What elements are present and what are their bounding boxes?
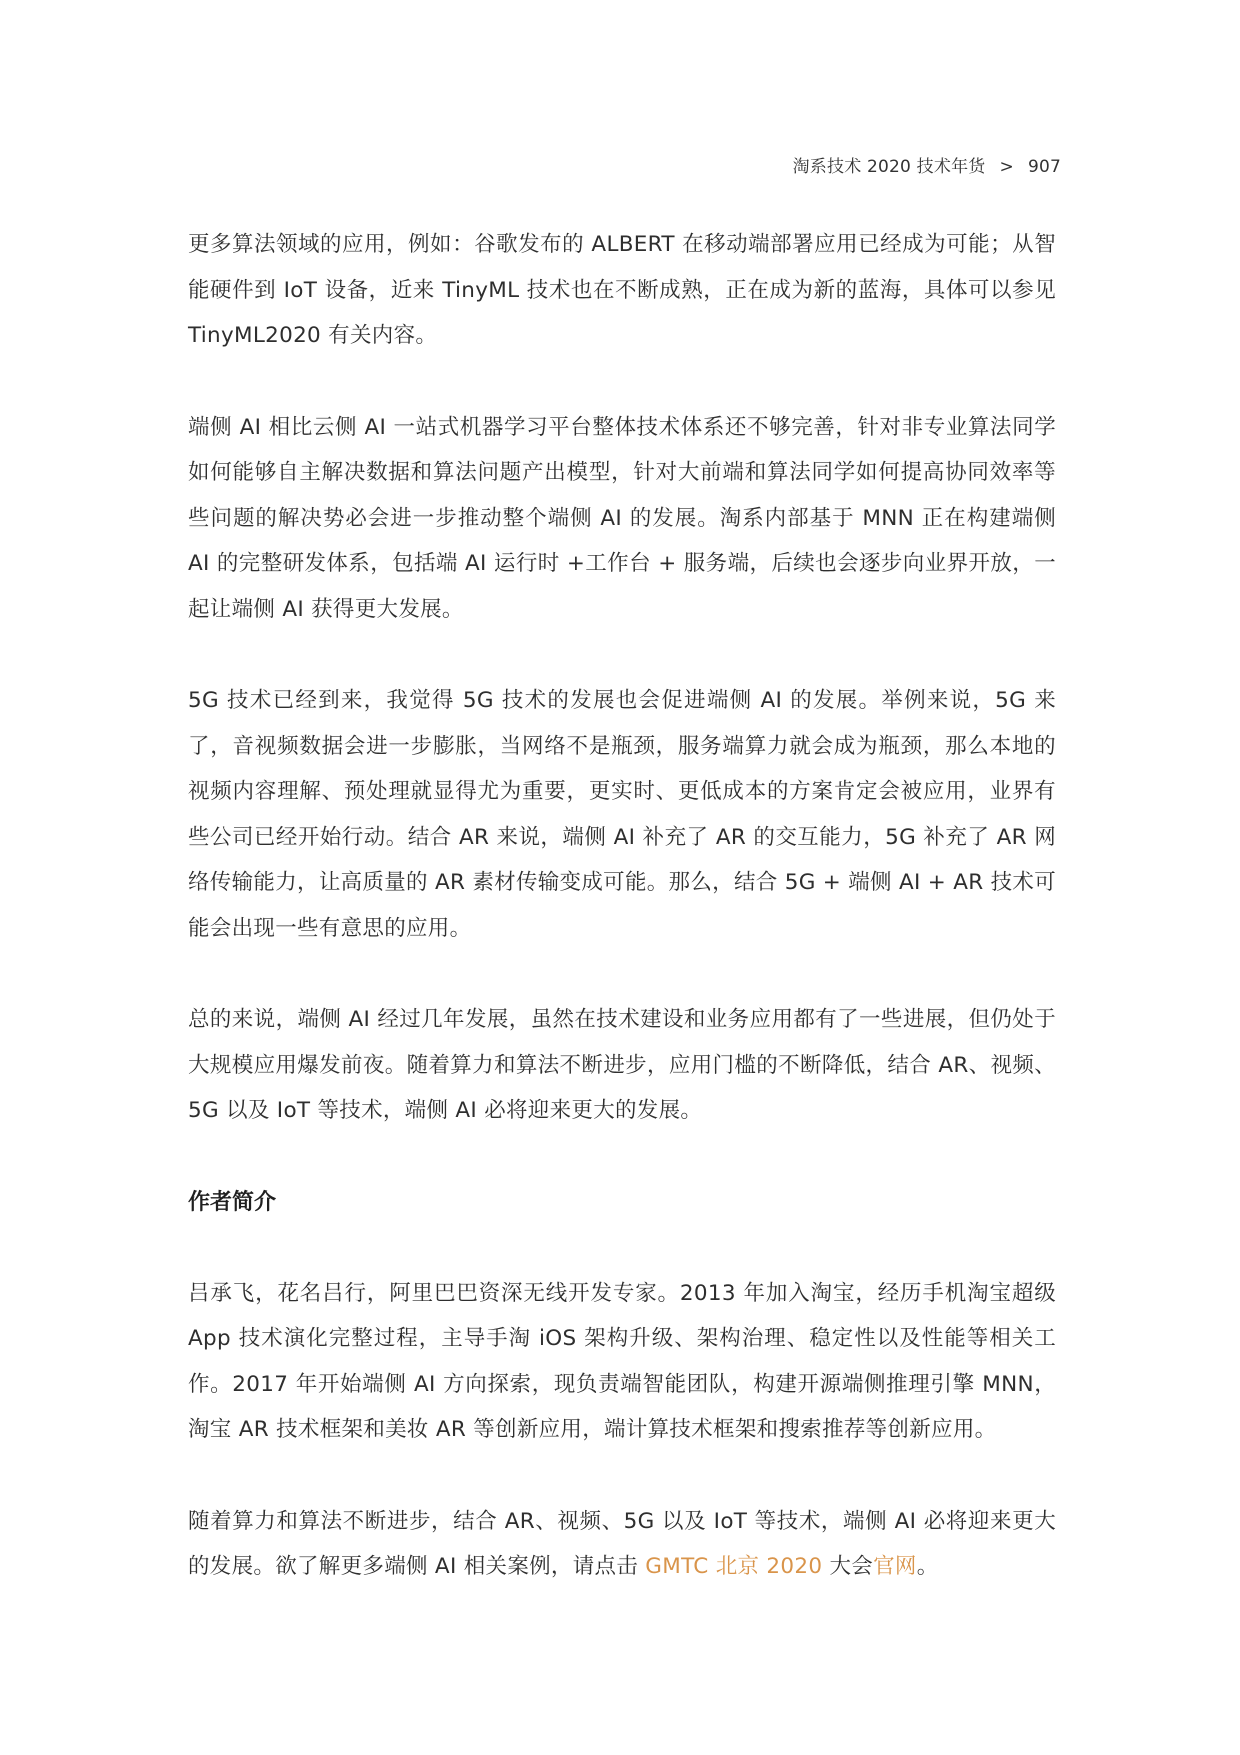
paragraph-4: 总的来说，端侧 AI 经过几年发展，虽然在技术建设和业务应用都有了一些进展，但仍处于大规模应用爆发前夜。随着算力和算法不断进步，应用门槛的不断降低，结合 AR、视频、5G 以及 IoT 等技术，端侧 AI 必将迎来更大的发展。 — [188, 1007, 1056, 1123]
running-header — [793, 152, 1061, 177]
closing-text-after: 。 — [916, 1554, 939, 1579]
page-content — [188, 222, 1056, 1636]
book-title: 淘系技术 2020 技术年货 — [792, 157, 986, 177]
closing-paragraph — [188, 1499, 1056, 1590]
gmtc-link[interactable]: GMTC 北京 2020 — [645, 1554, 823, 1579]
author-heading: 作者简介 — [188, 1189, 277, 1215]
paragraph-1: 更多算法领域的应用，例如：谷歌发布的 ALBERT 在移动端部署应用已经成为可能；从智能硬件到 IoT 设备，近来 TinyML 技术也在不断成熟，正在成为新的蓝海，具体可以参见 TinyML2020 有关内容。 — [188, 232, 1056, 348]
author-bio: 吕承飞，花名吕行，阿里巴巴资深无线开发专家。2013 年加入淘宝，经历手机淘宝超级 App 技术演化完整过程，主导手淘 iOS 架构升级、架构治理、稳定性以及性能等相关工作。2017 年开始端侧 AI 方向探索，现负责端智能团队，构建开源端侧推理引擎 MNN，淘宝 AR 技术框架和美妆 AR 等创新应用，端计算技术框架和搜索推荐等创新应用。 — [188, 1280, 1056, 1442]
closing-text-middle: 大会 — [822, 1554, 874, 1579]
closing-text-before: 随着算力和算法不断进步，结合 AR、视频、5G 以及 IoT 等技术，端侧 AI 必将迎来更大的发展。欲了解更多端侧 AI 相关案例，请点击 — [188, 1508, 1056, 1579]
header-separator: > — [999, 157, 1014, 177]
official-site-link[interactable]: 官网 — [873, 1554, 917, 1579]
paragraph-3: 5G 技术已经到来，我觉得 5G 技术的发展也会促进端侧 AI 的发展。举例来说，5G 来了，音视频数据会进一步膨胀，当网络不是瓶颈，服务端算力就会成为瓶颈，那么本地的视频内容理解、预处理就显得尤为重要，更实时、更低成本的方案肯定会被应用，业界有些公司已经开始行动。结合 AR 来说，端侧 AI 补充了 AR 的交互能力，5G 补充了 AR 网络传输能力，让高质量的 AR 素材传输变成可能。那么，结合 5G + 端侧 AI + AR 技术可能会出现一些有意思的应用。 — [188, 688, 1056, 941]
page-number: 907 — [1027, 157, 1061, 177]
paragraph-2: 端侧 AI 相比云侧 AI 一站式机器学习平台整体技术体系还不够完善，针对非专业算法同学如何能够自主解决数据和算法问题产出模型，针对大前端和算法同学如何提高协同效率等些问题的解决势必会进一步推动整个端侧 AI 的发展。淘系内部基于 MNN 正在构建端侧 AI 的完整研发体系，包括端 AI 运行时 +工作台 + 服务端，后续也会逐步向业界开放，一起让端侧 AI 获得更大发展。 — [188, 414, 1056, 622]
